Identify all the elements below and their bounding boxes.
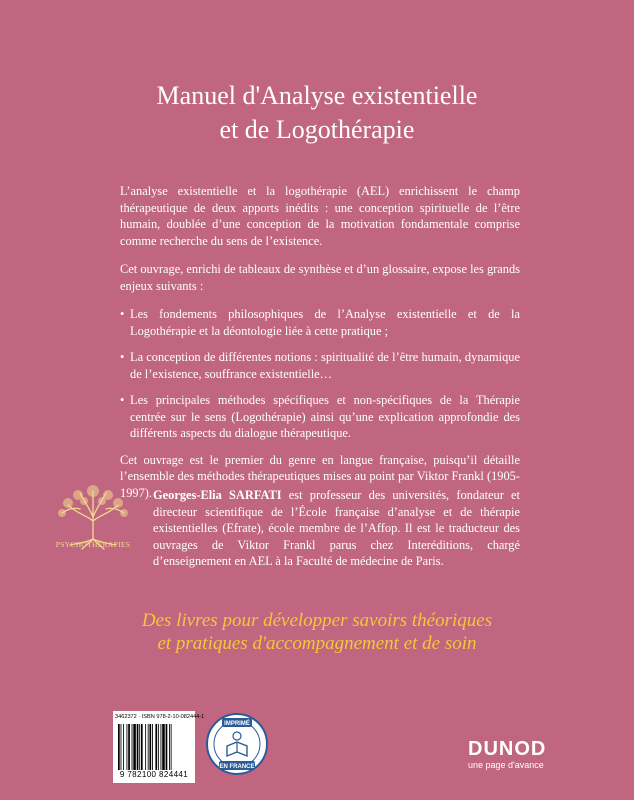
barcode-bar [161,724,162,770]
barcode-bar [149,724,151,770]
publisher-logo [468,738,578,771]
barcode-bar [148,724,149,770]
barcode-bar [155,724,157,770]
enjeux-list [120,306,520,442]
barcode-number: 9 782100 824441 [119,770,189,779]
collection-label: PSYCHOTHÉRAPIES [55,540,131,549]
barcode-bar [152,724,153,770]
list-item: • Les fondements philosophiques de l’Analyse existentielle et de la Logothérapie et la déontologie liée à cette pratique ; [120,306,520,339]
barcode-bar [118,724,120,770]
seal-top-text: IMPRIMÉ [224,721,250,727]
seal-bottom-text: EN FRANCE [219,764,255,770]
tagline-line-1: Des livres pour développer savoirs théoriques [141,610,493,631]
barcode-bar [123,724,124,770]
imprime-en-france-seal [205,712,269,776]
intro-paragraph: L’analyse existentielle et la logothérapie (AEL) enrichissent le champ thérapeutique de deux apports inédits : une conception spirituelle de l’être humain, doublée d’une conception de la motivation fondamentale comprise comme recherche du sens de l’existence. [120,184,520,248]
book-seal-icon [205,712,269,776]
barcode-bar [141,724,143,770]
collection-tagline [0,609,634,655]
book-title [0,79,634,147]
barcode-bar [127,724,128,770]
barcode-bar [132,724,133,770]
tagline-line-2: et pratiques d'accompagnement et de soin [157,633,477,654]
publisher-tagline: une page d'avance [468,760,544,770]
title-line-2: et de Logothérapie [219,115,415,144]
title-line-1: Manuel d'Analyse existentielle [156,81,478,110]
barcode-bar [121,724,122,770]
enjeux-paragraph: Cet ouvrage, enrichi de tableaux de synthèse et d’un glossaire, expose les grands enjeux suivants : [120,262,520,293]
conclusion-paragraph: Cet ouvrage est le premier du genre en langue française, puisqu’il détaille l’ensemble des méthodes thérapeutiques mises au point par Viktor Frankl (1905-1997). [120,452,520,500]
barcode-bar [166,724,168,770]
barcode-bars [117,724,191,770]
barcode [113,711,205,783]
author-bio-text: est professeur des universités, fondateur et directeur scientifique de l’École française d’analyse et de thérapie existentielles (Efrate), école membre de l’Affop. Il est le traducteur des ouvrages de Viktor Frankl parus chez Interéditions, chargé d’enseignement en AEL à la Faculté de médecine de Paris. [153,488,520,568]
collection-logo [50,483,136,555]
author-name: Georges-Elia SARFATI [153,488,282,502]
list-item: • La conception de différentes notions : spiritualité de l’être humain, dynamique de l’existence, souffrance existentielle… [120,349,520,382]
barcode-bar [137,724,139,770]
author-block [50,483,520,583]
description [120,183,520,513]
barcode-bar [133,724,136,770]
barcode-bar [128,724,130,770]
barcode-bar [139,724,140,770]
author-bio [153,487,520,570]
barcode-bar [145,724,146,770]
barcode-bar [169,724,170,770]
isbn-text: 3462372 · ISBN 978-2-10-082444-1 [115,714,205,720]
publisher-name: DUNOD [468,738,547,760]
barcode-bar [171,724,172,770]
list-item: • Les principales méthodes spécifiques et non-spécifiques de la Thérapie centrée sur le sens (Logothérapie) ainsi qu’une explication approfondie des différents aspects du dialogue thérapeutique. [120,392,520,442]
barcode-bar [162,724,165,770]
barcode-bar [158,724,159,770]
